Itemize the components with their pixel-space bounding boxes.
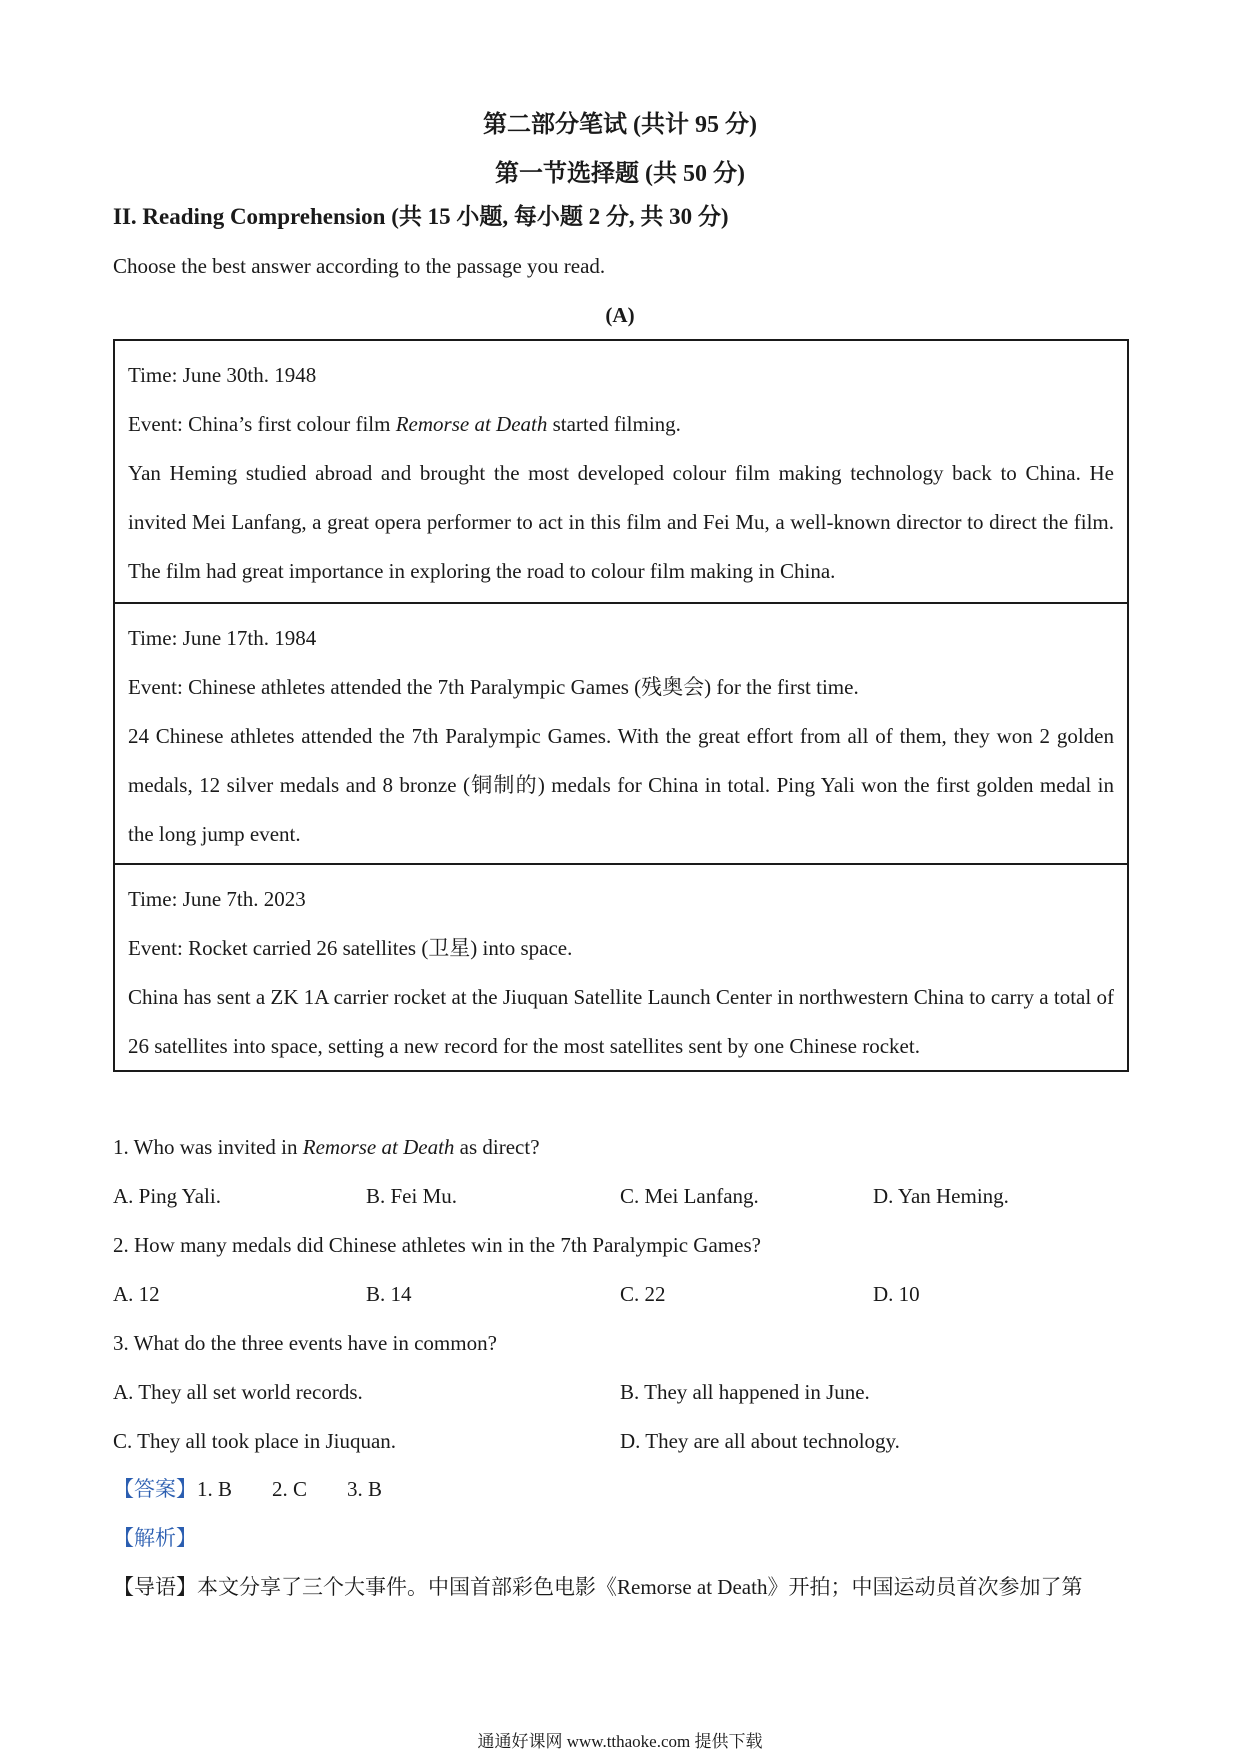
option-d[interactable]: D. They are all about technology. [620, 1429, 900, 1453]
option-c[interactable]: C. Mei Lanfang. [620, 1184, 759, 1208]
analysis-label: 【解析】 [113, 1526, 197, 1550]
question-1: 1. Who was invited in Remorse at Death as direct? [113, 1135, 540, 1159]
question-3: 3. What do the three events have in common? [113, 1331, 497, 1355]
option-c[interactable]: C. They all took place in Jiuquan. [113, 1429, 397, 1453]
option-c[interactable]: C. 22 [620, 1282, 666, 1306]
instruction-text: Choose the best answer according to the passage you read. [113, 254, 606, 278]
option-a[interactable]: A. They all set world records. [113, 1380, 363, 1404]
film-title: Remorse at Death [395, 412, 548, 436]
event-title: Event: Chinese athletes attended the 7th Paralympic Games (残奥会) for the first time. [128, 675, 859, 699]
part-title: 第二部分笔试 (共计 95 分) [483, 112, 757, 138]
film-title: Remorse at Death [302, 1135, 455, 1159]
footer-watermark: 通通好课网 www.tthaoke.com 提供下载 [477, 1732, 763, 1751]
section-heading-cn: (共 15 小题, 每小题 2 分, 共 30 分) [385, 204, 729, 229]
intro-label: 【导语】 [113, 1575, 197, 1599]
event-title: Event: China’s first colour film Remorse at Death started filming. [128, 412, 681, 436]
event-body: Yan Heming studied abroad and brought the most developed colour film making technology back to China. He invited Mei Lanfang, a great opera performer to act in this film and Fei Mu, a well-known director to direct the film. The film had great importance in exploring the road to colour film making in China. [128, 461, 1114, 583]
section-heading-en: II. Reading Comprehension [113, 204, 386, 229]
answer-item: 3. B [347, 1477, 383, 1501]
event-time: Time: June 17th. 1984 [128, 626, 317, 650]
question-2: 2. How many medals did Chinese athletes win in the 7th Paralympic Games? [113, 1233, 761, 1257]
events-table [113, 339, 1129, 1072]
passage-label: (A) [605, 303, 635, 327]
event-body: China has sent a ZK 1A carrier rocket at the Jiuquan Satellite Launch Center in northwestern China to carry a total of 26 satellites into space, setting a new record for the most satellites sent by one Chinese rocket. [128, 985, 1114, 1058]
section-subtitle: 第一节选择题 (共 50 分) [495, 161, 745, 187]
option-b[interactable]: B. Fei Mu. [366, 1184, 458, 1208]
option-a[interactable]: A. 12 [113, 1282, 160, 1306]
option-d[interactable]: D. 10 [873, 1282, 920, 1306]
event-block [115, 341, 1127, 602]
option-d[interactable]: D. Yan Heming. [873, 1184, 1009, 1208]
event-block [115, 602, 1127, 863]
answer-item: 2. C [272, 1477, 308, 1501]
intro-line [113, 1573, 1082, 1601]
intro-text: 本文分享了三个大事件。中国首部彩色电影《Remorse at Death》开拍；中国运动员首次参加了第 [197, 1575, 1083, 1599]
event-body: 24 Chinese athletes attended the 7th Paralympic Games. With the great effort from all of them, they won 2 golden medals, 12 silver medals and 8 bronze (铜制的) medals for China in total. Ping Yali won the first golden medal in the long jump event. [128, 724, 1114, 846]
option-a[interactable]: A. Ping Yali. [113, 1184, 221, 1208]
event-time: Time: June 30th. 1948 [128, 363, 317, 387]
event-time: Time: June 7th. 2023 [128, 887, 306, 911]
section-heading [113, 203, 729, 231]
event-block [115, 863, 1127, 1070]
event-title: Event: Rocket carried 26 satellites (卫星) into space. [128, 936, 573, 960]
answer-line [113, 1475, 382, 1503]
option-b[interactable]: B. 14 [366, 1282, 412, 1306]
option-b[interactable]: B. They all happened in June. [620, 1380, 870, 1404]
answer-label: 【答案】 [113, 1477, 197, 1501]
answer-item: 1. B [197, 1477, 233, 1501]
